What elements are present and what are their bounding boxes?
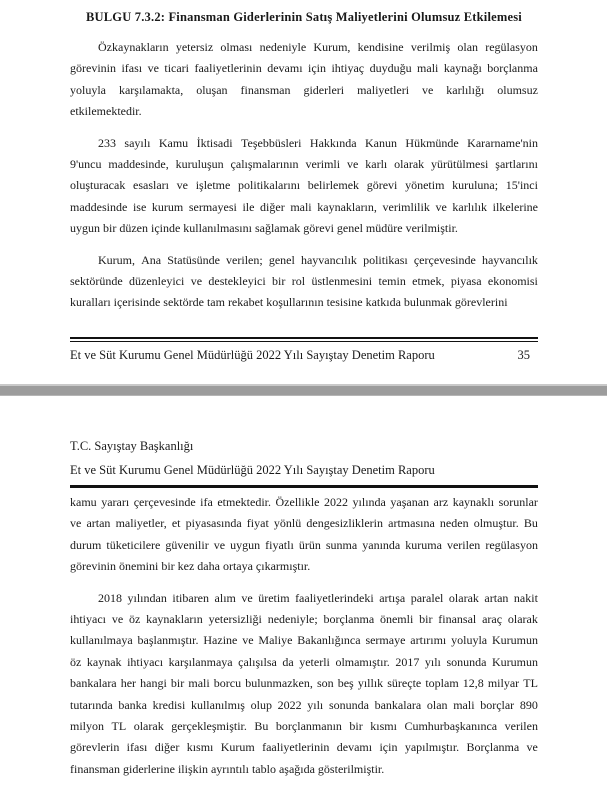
footer-report-title: Et ve Süt Kurumu Genel Müdürlüğü 2022 Yılı Sayıştay Denetim Raporu — [70, 347, 435, 362]
paragraph-line: kullanılmaya başlanmıştır. Hazine ve Maliye Bakanlığınca sermaye artırımı yoluyla Kurumun — [70, 633, 538, 648]
paragraph-line: bankalara her hangi bir mali borcu bulunmazken, son beş yıllık süreçte toplam 12,8 milyar TL — [70, 676, 538, 691]
paragraph — [70, 250, 538, 314]
paragraph-line: sektöründe düzenleyici ve destekleyici bir rol üstlenmesini temin etmek, piyasa ekonomisi — [70, 274, 538, 289]
report-page-2 — [0, 434, 607, 780]
page-footer — [70, 346, 538, 364]
paragraph-line: kuralları içerisinde sektörde tam rekabet koşullarının tesisine katkıda bulunmak görevlerini — [70, 295, 508, 310]
paragraph-line: etkilemektedir. — [70, 104, 142, 119]
paragraph-line: öz kaynak ihtiyacı karşılanmaya çalışılsa da yeterli olmamıştır. 2017 yılı sonunda Kurumun — [70, 654, 538, 669]
paragraph-line: milyon TL olarak gerçekleşmiştir. Bu borçlanmanın bir kısmı Cumhurbaşkanınca verilen — [70, 718, 538, 733]
page-break-divider — [0, 384, 607, 396]
paragraph-line: finansman giderlerine ilişkin ayrıntılı tablo aşağıda gösterilmiştir. — [70, 761, 385, 776]
paragraph-line: Özkaynakların yetersiz olması nedeniyle Kurum, kendisine verilmiş olan regülasyon — [98, 40, 538, 54]
paragraph-line: ihtiyacı ve öz kaynakların yetersizliği nedeniyle; borçlanma önemli bir finansal araç olarak — [70, 611, 538, 626]
header-institution-line: T.C. Sayıştay Başkanlığı — [70, 438, 194, 453]
paragraph — [70, 492, 538, 578]
paragraph-line: yoluyla karşılamakta, oluşan finansman giderleri maliyetleri ve karlılığı olumsuz — [70, 82, 538, 97]
paragraph-line: Kurum, Ana Statüsünde verilen; genel hayvancılık politikası çerçevesinde hayvancılık — [98, 252, 538, 267]
page-number: 35 — [517, 347, 530, 362]
paragraph-line: tutarında banka kredisi kullanılmış olup 2022 yılı sonunda bankalara olan mali borçlar 890 — [70, 697, 538, 712]
paragraph-line: 9'uncu maddesinde, kuruluşun çalışmalarının verimli ve karlı olarak yürütülmesi şartlarını — [70, 157, 538, 172]
paragraph-line: ve artan maliyetler, et piyasasında fiyat yönlü dengesizliklerin artmasına neden olmuştur. Bu — [70, 516, 538, 531]
paragraph-line: 2018 yılından itibaren alım ve üretim faaliyetlerindeki artışa paralel olarak artan nakit — [98, 590, 538, 605]
paragraph — [70, 133, 538, 240]
paragraph-line: maddesinde ise kurum sermayesi ile diğer mali kaynakların, verimlilik ve karlılık ilkelerine — [70, 199, 538, 214]
paragraph — [70, 588, 538, 781]
finding-title: BULGU 7.3.2: Finansman Giderlerinin Satış Maliyetlerini Olumsuz Etkilemesi — [86, 10, 522, 24]
paragraph-line: kamu yararı çerçevesinde ifa etmektedir. Özellikle 2022 yılında yaşanan arz kaynaklı sorunlar — [70, 494, 538, 509]
paragraph — [70, 37, 538, 123]
paragraph-line: durum tüketicilere güvenilir ve uygun fiyatlı ürün sunma yanında kuruma verilen regülasyon — [70, 537, 538, 552]
paragraph-line: uygun bir düzen içinde kullanılmasını sağlamak görevi genel müdüre verilmiştir. — [70, 221, 458, 236]
page1-body-text — [70, 37, 538, 314]
header-report-title-line: Et ve Süt Kurumu Genel Müdürlüğü 2022 Yılı Sayıştay Denetim Raporu — [70, 462, 435, 477]
page-header — [70, 434, 538, 488]
footer-double-rule — [70, 337, 538, 342]
paragraph-line: görevinin önemini bir kez daha ortaya çıkarmıştır. — [70, 559, 311, 574]
report-page-1 — [0, 0, 607, 364]
paragraph-line: görevinin ifası ve ticari faaliyetlerinin devamı için ihtiyaç duyduğu mali kaynağı borçlanma — [70, 61, 538, 76]
paragraph-line: 233 sayılı Kamu İktisadi Teşebbüsleri Hakkında Kanun Hükmünde Kararname'nin — [98, 135, 538, 150]
page2-body-text — [70, 492, 538, 780]
paragraph-line: oluşturacak esasları ve işletme politikalarını belirlemek görevi yönetim kuruluna; 15'inci — [70, 178, 538, 193]
paragraph-line: görevlerin ifası diğer kısmı Kurum faaliyetlerinin devamı için yapılmıştır. Borçlanma ve — [70, 740, 538, 755]
